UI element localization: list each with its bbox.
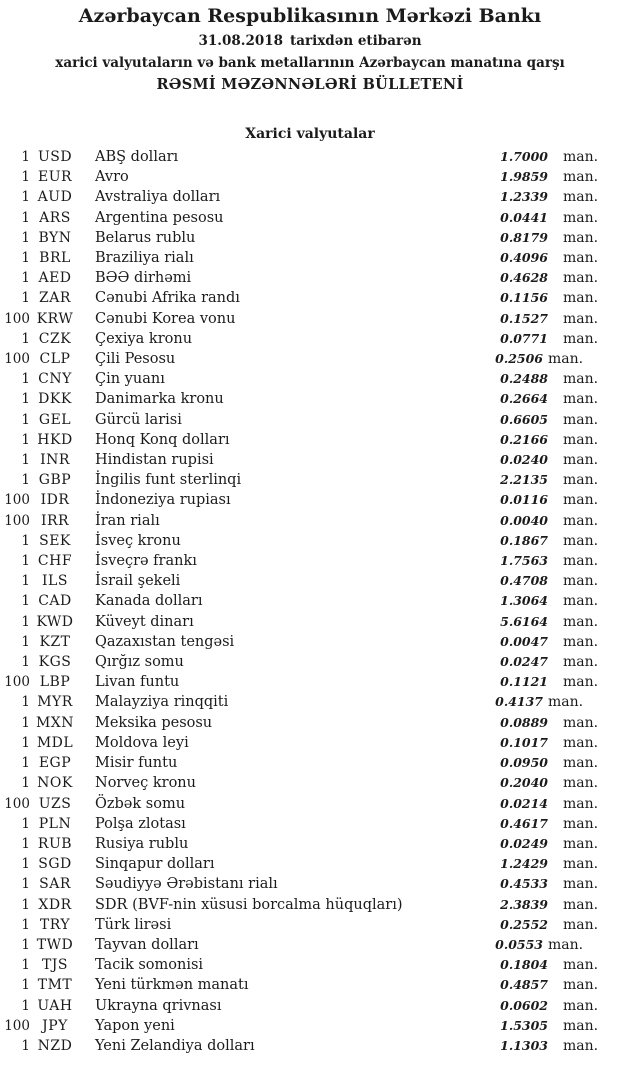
quantity-cell: 1 [21, 391, 30, 408]
unit-label-cell: man. [563, 209, 599, 226]
currency-name-cell: İndoneziya rupiası [95, 492, 231, 509]
currency-name-cell: Yeni türkmən manatı [95, 977, 249, 994]
rate-row [0, 309, 620, 329]
rate-value-cell: 0.4137 [495, 694, 543, 710]
currency-code-cell: TRY [39, 916, 71, 933]
unit-label-cell: man. [563, 795, 599, 812]
unit-label-cell: man. [563, 189, 599, 206]
currency-code-cell: MDL [36, 734, 74, 751]
quantity-cell: 1 [21, 553, 30, 570]
quantity-cell: 1 [21, 654, 30, 671]
currency-name-cell: Polşa zlotası [95, 815, 186, 832]
currency-code-cell: MXN [35, 714, 75, 731]
rate-value-cell: 0.0771 [500, 330, 548, 346]
unit-label-cell: man. [563, 977, 599, 994]
currency-name-cell: Rusiya rublu [95, 835, 189, 852]
currency-name-cell: Çexiya kronu [95, 330, 193, 347]
rate-value-cell: 0.1527 [500, 310, 548, 326]
unit-label-cell: man. [563, 876, 599, 893]
rate-row [0, 228, 620, 248]
currency-name-cell: Qırğız somu [95, 654, 184, 671]
rate-row [0, 187, 620, 207]
quantity-cell: 100 [4, 310, 30, 327]
currency-name-cell: Çili Pesosu [95, 351, 176, 368]
quantity-cell: 1 [21, 997, 30, 1014]
rate-value-cell: 2.3839 [500, 896, 548, 912]
effective-date-line [0, 30, 620, 52]
currency-name-cell: İsveç kronu [95, 532, 181, 549]
currency-name-cell: Avro [95, 169, 129, 186]
unit-label-cell: man. [548, 936, 584, 953]
rate-row [0, 935, 620, 955]
rate-row [0, 753, 620, 773]
currency-name-cell: Cənubi Korea vonu [95, 310, 236, 327]
currency-name-cell: Türk lirəsi [95, 916, 172, 933]
quantity-cell: 1 [21, 270, 30, 287]
currency-name-cell: Braziliya rialı [95, 250, 194, 267]
rate-value-cell: 0.0247 [500, 654, 548, 670]
rate-row [0, 450, 620, 470]
currency-name-cell: İran rialı [95, 512, 160, 529]
currency-name-cell: Kanada dolları [95, 593, 203, 610]
currency-code-cell: KRW [36, 310, 74, 327]
quantity-cell: 1 [21, 613, 30, 630]
rate-row [0, 733, 620, 753]
quantity-cell: 1 [21, 1037, 30, 1054]
unit-label-cell: man. [563, 815, 599, 832]
rate-row [0, 895, 620, 915]
rate-row [0, 814, 620, 834]
unit-label-cell: man. [563, 714, 599, 731]
unit-label-cell: man. [563, 411, 599, 428]
unit-label-cell: man. [563, 573, 599, 590]
unit-label-cell: man. [563, 310, 599, 327]
unit-label-cell: man. [563, 431, 599, 448]
currency-name-cell: ABŞ dolları [95, 149, 179, 165]
rate-value-cell: 0.4628 [500, 270, 548, 286]
unit-label-cell: man. [563, 330, 599, 347]
rate-row [0, 208, 620, 228]
currency-code-cell: SEK [39, 532, 71, 549]
rate-value-cell: 1.2339 [500, 189, 548, 205]
quantity-cell: 1 [21, 876, 30, 893]
currency-name-cell: Yapon yeni [95, 1017, 175, 1034]
quantity-cell: 1 [21, 532, 30, 549]
unit-label-cell: man. [563, 916, 599, 933]
quantity-cell: 1 [21, 896, 30, 913]
unit-label-cell: man. [563, 553, 599, 570]
unit-label-cell: man. [548, 694, 584, 711]
quantity-cell: 100 [4, 351, 30, 368]
unit-label-cell: man. [563, 633, 599, 650]
rate-value-cell: 0.0950 [500, 755, 548, 771]
rate-row [0, 1036, 620, 1056]
currency-code-cell: BRL [39, 250, 71, 267]
currency-code-cell: AED [38, 270, 72, 287]
quantity-cell: 1 [21, 694, 30, 711]
rate-value-cell: 2.2135 [500, 472, 548, 488]
rate-row [0, 975, 620, 995]
currency-code-cell: CLP [39, 351, 71, 368]
rate-row [0, 834, 620, 854]
currency-name-cell: Tacik somonisi [95, 957, 204, 974]
exchange-rates-table [0, 147, 620, 1056]
unit-label-cell: man. [563, 149, 599, 165]
rate-value-cell: 0.0602 [500, 997, 548, 1013]
rate-row [0, 794, 620, 814]
unit-label-cell: man. [563, 169, 599, 186]
quantity-cell: 1 [21, 149, 30, 165]
unit-label-cell: man. [563, 896, 599, 913]
rate-row [0, 490, 620, 510]
currency-code-cell: BYN [38, 229, 72, 246]
currency-name-cell: İsveçrə frankı [95, 553, 197, 570]
rate-value-cell: 0.2506 [495, 351, 543, 367]
quantity-cell: 1 [21, 431, 30, 448]
quantity-cell: 1 [21, 411, 30, 428]
quantity-cell: 1 [21, 856, 30, 873]
rate-value-cell: 0.0240 [500, 452, 548, 468]
rate-row [0, 248, 620, 268]
currency-code-cell: UZS [38, 795, 72, 812]
unit-label-cell: man. [563, 391, 599, 408]
currency-code-cell: KWD [36, 613, 74, 630]
currency-name-cell: Livan funtu [95, 674, 180, 691]
rate-row [0, 147, 620, 167]
rate-row [0, 167, 620, 187]
currency-code-cell: NZD [37, 1037, 73, 1054]
rate-value-cell: 0.0214 [500, 795, 548, 811]
quantity-cell: 100 [4, 512, 30, 529]
currency-name-cell: Meksika pesosu [95, 714, 213, 731]
currency-code-cell: CHF [37, 553, 73, 570]
quantity-cell: 1 [21, 452, 30, 469]
quantity-cell: 1 [21, 957, 30, 974]
currency-code-cell: LBP [39, 674, 71, 691]
currency-code-cell: RUB [37, 835, 73, 852]
rate-value-cell: 0.2166 [500, 431, 548, 447]
unit-label-cell: man. [563, 512, 599, 529]
quantity-cell: 1 [21, 734, 30, 751]
currency-code-cell: NOK [37, 775, 73, 792]
quantity-cell: 1 [21, 472, 30, 489]
rate-row [0, 773, 620, 793]
unit-label-cell: man. [563, 957, 599, 974]
currency-code-cell: ILS [42, 573, 68, 590]
currency-code-cell: KZT [39, 633, 71, 650]
rate-value-cell: 0.2552 [500, 916, 548, 932]
currency-name-cell: SDR (BVF-nin xüsusi borcalma hüquqları) [95, 896, 403, 913]
currency-code-cell: CZK [38, 330, 72, 347]
unit-label-cell: man. [548, 351, 584, 368]
currency-name-cell: Honq Konq dolları [95, 431, 230, 448]
quantity-cell: 100 [4, 1017, 30, 1034]
currency-name-cell: Argentina pesosu [95, 209, 224, 226]
rate-value-cell: 0.4096 [500, 250, 548, 266]
unit-label-cell: man. [563, 734, 599, 751]
quantity-cell: 1 [21, 714, 30, 731]
rate-value-cell: 1.2429 [500, 856, 548, 872]
currency-code-cell: CAD [38, 593, 72, 610]
subject-line: xarici valyutaların və bank metallarının Azərbaycan manatına qarşı [55, 55, 565, 71]
currency-code-cell: GBP [38, 472, 72, 489]
unit-label-cell: man. [563, 290, 599, 307]
rate-row [0, 874, 620, 894]
unit-label-cell: man. [563, 532, 599, 549]
rate-row [0, 369, 620, 389]
rate-value-cell: 0.4533 [500, 876, 548, 892]
currency-name-cell: Belarus rublu [95, 229, 196, 246]
rate-row [0, 288, 620, 308]
currency-code-cell: TMT [37, 977, 73, 994]
rate-row [0, 854, 620, 874]
effective-date-suffix: tarixdən etibarən [290, 33, 422, 49]
currency-code-cell: SGD [38, 856, 72, 873]
rate-row [0, 329, 620, 349]
quantity-cell: 100 [4, 492, 30, 509]
rate-value-cell: 0.2040 [500, 775, 548, 791]
currency-code-cell: UAH [37, 997, 73, 1014]
rate-row [0, 349, 620, 369]
quantity-cell: 1 [21, 209, 30, 226]
rate-row [0, 430, 620, 450]
quantity-cell: 1 [21, 573, 30, 590]
currency-code-cell: JPY [42, 1017, 68, 1034]
rate-row [0, 955, 620, 975]
rate-value-cell: 0.2664 [500, 391, 548, 407]
rate-row [0, 511, 620, 531]
currency-name-cell: Ukrayna qrivnası [95, 997, 222, 1014]
unit-label-cell: man. [563, 593, 599, 610]
rate-value-cell: 0.0889 [500, 714, 548, 730]
unit-label-cell: man. [563, 775, 599, 792]
effective-date: 31.08.2018 [198, 33, 284, 49]
rate-row [0, 410, 620, 430]
currency-code-cell: ARS [39, 209, 71, 226]
currency-name-cell: Hindistan rupisi [95, 452, 214, 469]
currency-name-cell: Gürcü larisi [95, 411, 182, 428]
rate-row [0, 389, 620, 409]
quantity-cell: 1 [21, 250, 30, 267]
rate-row [0, 692, 620, 712]
currency-name-cell: Moldova leyi [95, 734, 189, 751]
currency-code-cell: USD [37, 149, 73, 165]
rate-value-cell: 0.0553 [495, 936, 543, 952]
unit-label-cell: man. [563, 613, 599, 630]
rate-row [0, 591, 620, 611]
rate-value-cell: 0.2488 [500, 371, 548, 387]
currency-code-cell: TWD [36, 936, 74, 953]
unit-label-cell: man. [563, 250, 599, 267]
currency-name-cell: Səudiyyə Ərəbistanı rialı [95, 876, 278, 893]
currency-name-cell: İsrail şekeli [95, 573, 181, 590]
currency-name-cell: Tayvan dolları [95, 936, 199, 953]
rate-value-cell: 0.6605 [500, 411, 548, 427]
rate-row [0, 470, 620, 490]
rate-value-cell: 1.7000 [500, 149, 548, 164]
currency-name-cell: Yeni Zelandiya dolları [95, 1037, 255, 1054]
rate-value-cell: 0.1804 [500, 957, 548, 973]
currency-name-cell: Çin yuanı [95, 371, 165, 388]
currency-name-cell: Misir funtu [95, 755, 178, 772]
currency-code-cell: MYR [37, 694, 73, 711]
unit-label-cell: man. [563, 654, 599, 671]
currency-name-cell: Sinqapur dolları [95, 856, 215, 873]
rate-row [0, 713, 620, 733]
currency-name-cell: Cənubi Afrika randı [95, 290, 240, 307]
rate-value-cell: 0.0047 [500, 633, 548, 649]
rate-value-cell: 0.4617 [500, 815, 548, 831]
rate-value-cell: 1.1303 [500, 1037, 548, 1053]
quantity-cell: 1 [21, 633, 30, 650]
quantity-cell: 100 [4, 674, 30, 691]
quantity-cell: 1 [21, 936, 30, 953]
rate-value-cell: 1.7563 [500, 553, 548, 569]
unit-label-cell: man. [563, 856, 599, 873]
currency-name-cell: Küveyt dinarı [95, 613, 194, 630]
rate-row [0, 531, 620, 551]
currency-name-cell: Malayziya rinqqiti [95, 694, 229, 711]
unit-label-cell: man. [563, 229, 599, 246]
unit-label-cell: man. [563, 371, 599, 388]
unit-label-cell: man. [563, 270, 599, 287]
currency-code-cell: DKK [38, 391, 72, 408]
currency-code-cell: PLN [38, 815, 72, 832]
currency-code-cell: INR [40, 452, 70, 469]
quantity-cell: 1 [21, 835, 30, 852]
unit-label-cell: man. [563, 492, 599, 509]
rate-row [0, 915, 620, 935]
quantity-cell: 1 [21, 330, 30, 347]
quantity-cell: 1 [21, 189, 30, 206]
rate-value-cell: 0.8179 [500, 229, 548, 245]
quantity-cell: 1 [21, 593, 30, 610]
currency-code-cell: GEL [38, 411, 72, 428]
section-title-foreign-currencies: Xarici valyutalar [245, 126, 375, 142]
quantity-cell: 1 [21, 290, 30, 307]
rate-value-cell: 1.5305 [500, 1017, 548, 1033]
rate-value-cell: 0.4857 [500, 977, 548, 993]
currency-code-cell: HKD [37, 431, 73, 448]
rate-row [0, 672, 620, 692]
unit-label-cell: man. [563, 1037, 599, 1054]
quantity-cell: 1 [21, 815, 30, 832]
rate-value-cell: 1.9859 [500, 169, 548, 185]
unit-label-cell: man. [563, 472, 599, 489]
rate-row [0, 1016, 620, 1036]
rate-row [0, 996, 620, 1016]
unit-label-cell: man. [563, 755, 599, 772]
currency-name-cell: Norveç kronu [95, 775, 196, 792]
currency-code-cell: CNY [38, 371, 72, 388]
currency-name-cell: Danimarka kronu [95, 391, 224, 408]
rate-value-cell: 0.0249 [500, 835, 548, 851]
quantity-cell: 1 [21, 977, 30, 994]
unit-label-cell: man. [563, 835, 599, 852]
rate-value-cell: 0.1017 [500, 734, 548, 750]
rate-value-cell: 0.1156 [500, 290, 548, 306]
quantity-cell: 1 [21, 755, 30, 772]
currency-code-cell: XDR [38, 896, 72, 913]
currency-code-cell: TJS [41, 957, 69, 974]
rate-value-cell: 0.0116 [500, 492, 548, 508]
quantity-cell: 1 [21, 229, 30, 246]
unit-label-cell: man. [563, 674, 599, 691]
quantity-cell: 1 [21, 916, 30, 933]
rate-row [0, 551, 620, 571]
unit-label-cell: man. [563, 1017, 599, 1034]
rate-row [0, 268, 620, 288]
currency-name-cell: Qazaxıstan tengəsi [95, 633, 235, 650]
currency-code-cell: EGP [38, 755, 72, 772]
unit-label-cell: man. [563, 452, 599, 469]
currency-code-cell: SAR [39, 876, 71, 893]
currency-name-cell: Avstraliya dolları [95, 189, 221, 206]
rate-row [0, 652, 620, 672]
unit-label-cell: man. [563, 997, 599, 1014]
rate-value-cell: 1.3064 [500, 593, 548, 609]
rate-value-cell: 0.0441 [500, 209, 548, 225]
currency-code-cell: EUR [37, 169, 73, 186]
rate-row [0, 632, 620, 652]
quantity-cell: 100 [4, 795, 30, 812]
rate-value-cell: 0.4708 [500, 573, 548, 589]
quantity-cell: 1 [21, 371, 30, 388]
currency-code-cell: ZAR [39, 290, 71, 307]
currency-name-cell: Özbək somu [95, 795, 186, 812]
rate-value-cell: 0.0040 [500, 512, 548, 528]
currency-code-cell: AUD [37, 189, 73, 206]
bank-name-title: Azərbaycan Respublikasının Mərkəzi Bankı [78, 5, 542, 27]
rate-row [0, 612, 620, 632]
quantity-cell: 1 [21, 169, 30, 186]
currency-name-cell: İngilis funt sterlinqi [95, 472, 242, 489]
bulletin-title: RƏSMİ MƏZƏNNƏLƏRİ BÜLLETENİ [156, 76, 464, 93]
currency-name-cell: BƏƏ dirhəmi [95, 270, 192, 287]
currency-code-cell: KGS [38, 654, 72, 671]
rate-value-cell: 5.6164 [500, 613, 548, 629]
currency-code-cell: IRR [40, 512, 70, 529]
currency-code-cell: IDR [40, 492, 70, 509]
rate-value-cell: 0.1867 [500, 532, 548, 548]
rate-row [0, 571, 620, 591]
rate-value-cell: 0.1121 [500, 674, 548, 690]
quantity-cell: 1 [21, 775, 30, 792]
